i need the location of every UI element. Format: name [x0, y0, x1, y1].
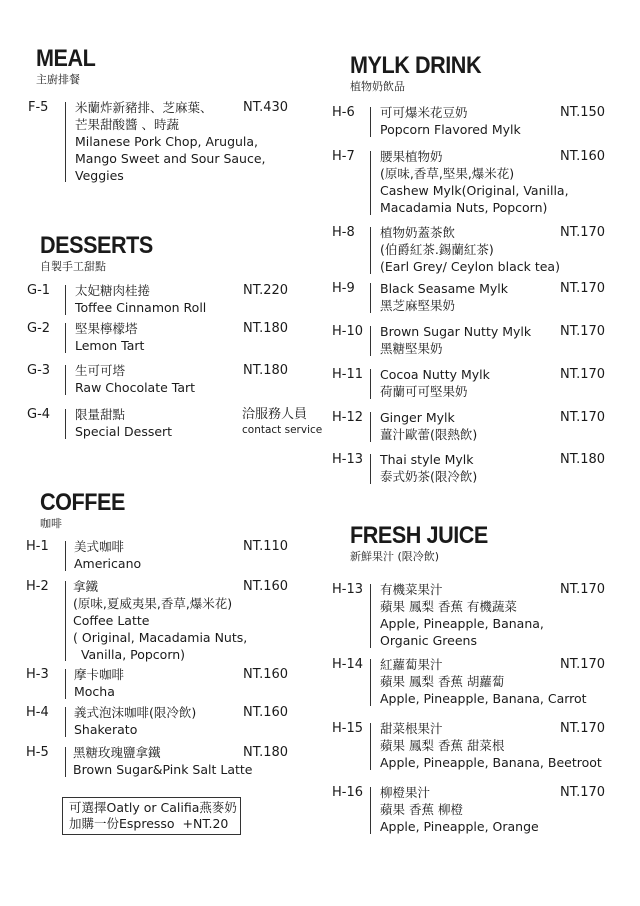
item-price: NT.180: [243, 321, 289, 336]
item-divider: [370, 283, 371, 313]
item-description: 美式咖啡 Americano: [74, 539, 142, 571]
item-description: 甜菜根果汁 蘋果 鳳梨 香蕉 甜菜根 Apple, Pineapple, Banana, Beetroot: [380, 721, 602, 770]
desserts-title: DESSERTS: [40, 232, 153, 259]
item-divider: [370, 151, 371, 215]
item-divider: [65, 541, 66, 571]
item-divider: [65, 323, 66, 353]
item-code: H-2: [26, 579, 49, 594]
coffee-subtitle: 咖啡: [40, 517, 62, 530]
item-description: Black Seasame Mylk 黑芝麻堅果奶: [380, 281, 508, 313]
mylk-section: [350, 53, 496, 94]
item-price: NT.180: [560, 452, 606, 467]
item-divider: [65, 285, 66, 315]
item-price: NT.170: [560, 410, 606, 425]
item-code: H-8: [332, 225, 355, 240]
item-divider: [65, 365, 66, 395]
item-divider: [65, 102, 66, 182]
item-price: NT.170: [560, 721, 606, 736]
item-code: G-1: [27, 283, 51, 298]
item-description: 生可可塔 Raw Chocolate Tart: [75, 363, 196, 395]
item-description: 柳橙果汁 蘋果 香蕉 柳橙 Apple, Pineapple, Orange: [380, 785, 539, 834]
item-code: G-4: [27, 407, 51, 422]
price-note: contact service: [242, 424, 323, 436]
item-description: 限量甜點 Special Dessert: [75, 407, 173, 439]
item-divider: [370, 369, 371, 399]
item-divider: [370, 326, 371, 356]
item-code: H-3: [26, 667, 49, 682]
item-code: H-13: [332, 452, 364, 467]
item-code: H-14: [332, 657, 364, 672]
coffee-section: [40, 490, 134, 531]
item-description: 摩卡咖啡 Mocha: [74, 667, 125, 699]
item-description: Thai style Mylk 泰式奶茶(限冷飲): [380, 452, 478, 484]
item-code: H-15: [332, 721, 364, 736]
item-divider: [370, 723, 371, 770]
item-divider: [370, 659, 371, 706]
desserts-section: [40, 233, 165, 274]
juice-title: FRESH JUICE: [350, 522, 488, 549]
desserts-subtitle: 自製手工甜點: [40, 260, 106, 273]
milk-option-note: 可選擇Oatly or Califia燕麥奶 加購一份Espresso +NT.20: [62, 797, 241, 835]
item-price: NT.110: [243, 539, 289, 554]
item-description: 有機菜果汁 蘋果 鳳梨 香蕉 有機蔬菜 Apple, Pineapple, Banana, Organic Greens: [380, 582, 544, 648]
item-price: 洽服務人員 contact service: [242, 407, 323, 436]
item-divider: [370, 227, 371, 274]
item-description: Ginger Mylk 薑汁歐蕾(限熱飲): [380, 410, 478, 442]
juice-subtitle: 新鮮果汁 (限冷飲): [350, 550, 440, 563]
item-price: NT.170: [560, 225, 606, 240]
item-price: NT.170: [560, 367, 606, 382]
item-price: NT.160: [243, 667, 289, 682]
item-code: H-11: [332, 367, 364, 382]
item-price: NT.150: [560, 105, 606, 120]
item-divider: [65, 747, 66, 777]
item-price: NT.170: [560, 785, 606, 800]
item-divider: [370, 787, 371, 834]
item-price: NT.160: [243, 579, 289, 594]
item-code: H-1: [26, 539, 49, 554]
item-price: NT.160: [560, 149, 606, 164]
item-code: H-7: [332, 149, 355, 164]
item-code: H-13: [332, 582, 364, 597]
item-price: NT.170: [560, 324, 606, 339]
item-description: Cocoa Nutty Mylk 荷蘭可可堅果奶: [380, 367, 490, 399]
item-code: H-6: [332, 105, 355, 120]
item-price: NT.220: [243, 283, 289, 298]
item-code: F-5: [28, 100, 49, 115]
item-description: 腰果植物奶 (原味,香草,堅果,爆米花) Cashew Mylk(Original, Vanilla, Macadamia Nuts, Popcorn): [380, 149, 569, 215]
item-divider: [65, 581, 66, 661]
item-price: NT.170: [560, 281, 606, 296]
item-code: G-2: [27, 321, 51, 336]
meal-subtitle: 主廚排餐: [36, 73, 80, 86]
item-description: 米蘭炸新豬排、芝麻葉、 芒果甜酸醬 、時蔬 Milanese Pork Chop, Arugula, Mango Sweet and Sour Sauce, Veggies: [75, 100, 266, 183]
item-code: H-16: [332, 785, 364, 800]
item-divider: [65, 409, 66, 439]
item-description: 紅蘿蔔果汁 蘋果 鳳梨 香蕉 胡蘿蔔 Apple, Pineapple, Banana, Carrot: [380, 657, 587, 706]
item-code: G-3: [27, 363, 51, 378]
item-description: 拿鐵 (原味,夏威夷果,香草,爆米花) Coffee Latte ( Original, Macadamia Nuts, Vanilla, Popcorn): [73, 579, 248, 662]
item-code: H-5: [26, 745, 49, 760]
item-description: 堅果檸檬塔 Lemon Tart: [75, 321, 145, 353]
item-price: NT.170: [560, 582, 606, 597]
item-divider: [370, 584, 371, 648]
item-code: H-4: [26, 705, 49, 720]
item-description: Brown Sugar Nutty Mylk 黑糖堅果奶: [380, 324, 532, 356]
item-code: H-9: [332, 281, 355, 296]
mylk-title: MYLK DRINK: [350, 52, 482, 79]
item-price: NT.430: [243, 100, 289, 115]
item-divider: [65, 669, 66, 699]
juice-section: [350, 523, 503, 564]
item-price: NT.160: [243, 705, 289, 720]
item-divider: [370, 107, 371, 137]
item-code: H-10: [332, 324, 364, 339]
mylk-subtitle: 植物奶飲品: [350, 80, 405, 93]
item-divider: [370, 412, 371, 442]
item-divider: [65, 707, 66, 737]
item-price: NT.180: [243, 745, 289, 760]
item-description: 太妃糖肉桂捲 Toffee Cinnamon Roll: [75, 283, 207, 315]
item-description: 義式泡沫咖啡(限冷飲) Shakerato: [74, 705, 197, 737]
item-price: NT.170: [560, 657, 606, 672]
meal-section: [36, 46, 102, 87]
coffee-title: COFFEE: [40, 489, 125, 516]
item-code: H-12: [332, 410, 364, 425]
item-description: 可可爆米花豆奶 Popcorn Flavored Mylk: [380, 105, 521, 137]
item-description: 植物奶蓋茶飲 (伯爵紅茶.錫蘭紅茶) (Earl Grey/ Ceylon black tea): [380, 225, 560, 274]
meal-title: MEAL: [36, 45, 96, 72]
item-divider: [370, 454, 371, 484]
item-price: NT.180: [243, 363, 289, 378]
item-description: 黑糖玫瑰鹽拿鐵 Brown Sugar&Pink Salt Latte: [73, 745, 253, 777]
